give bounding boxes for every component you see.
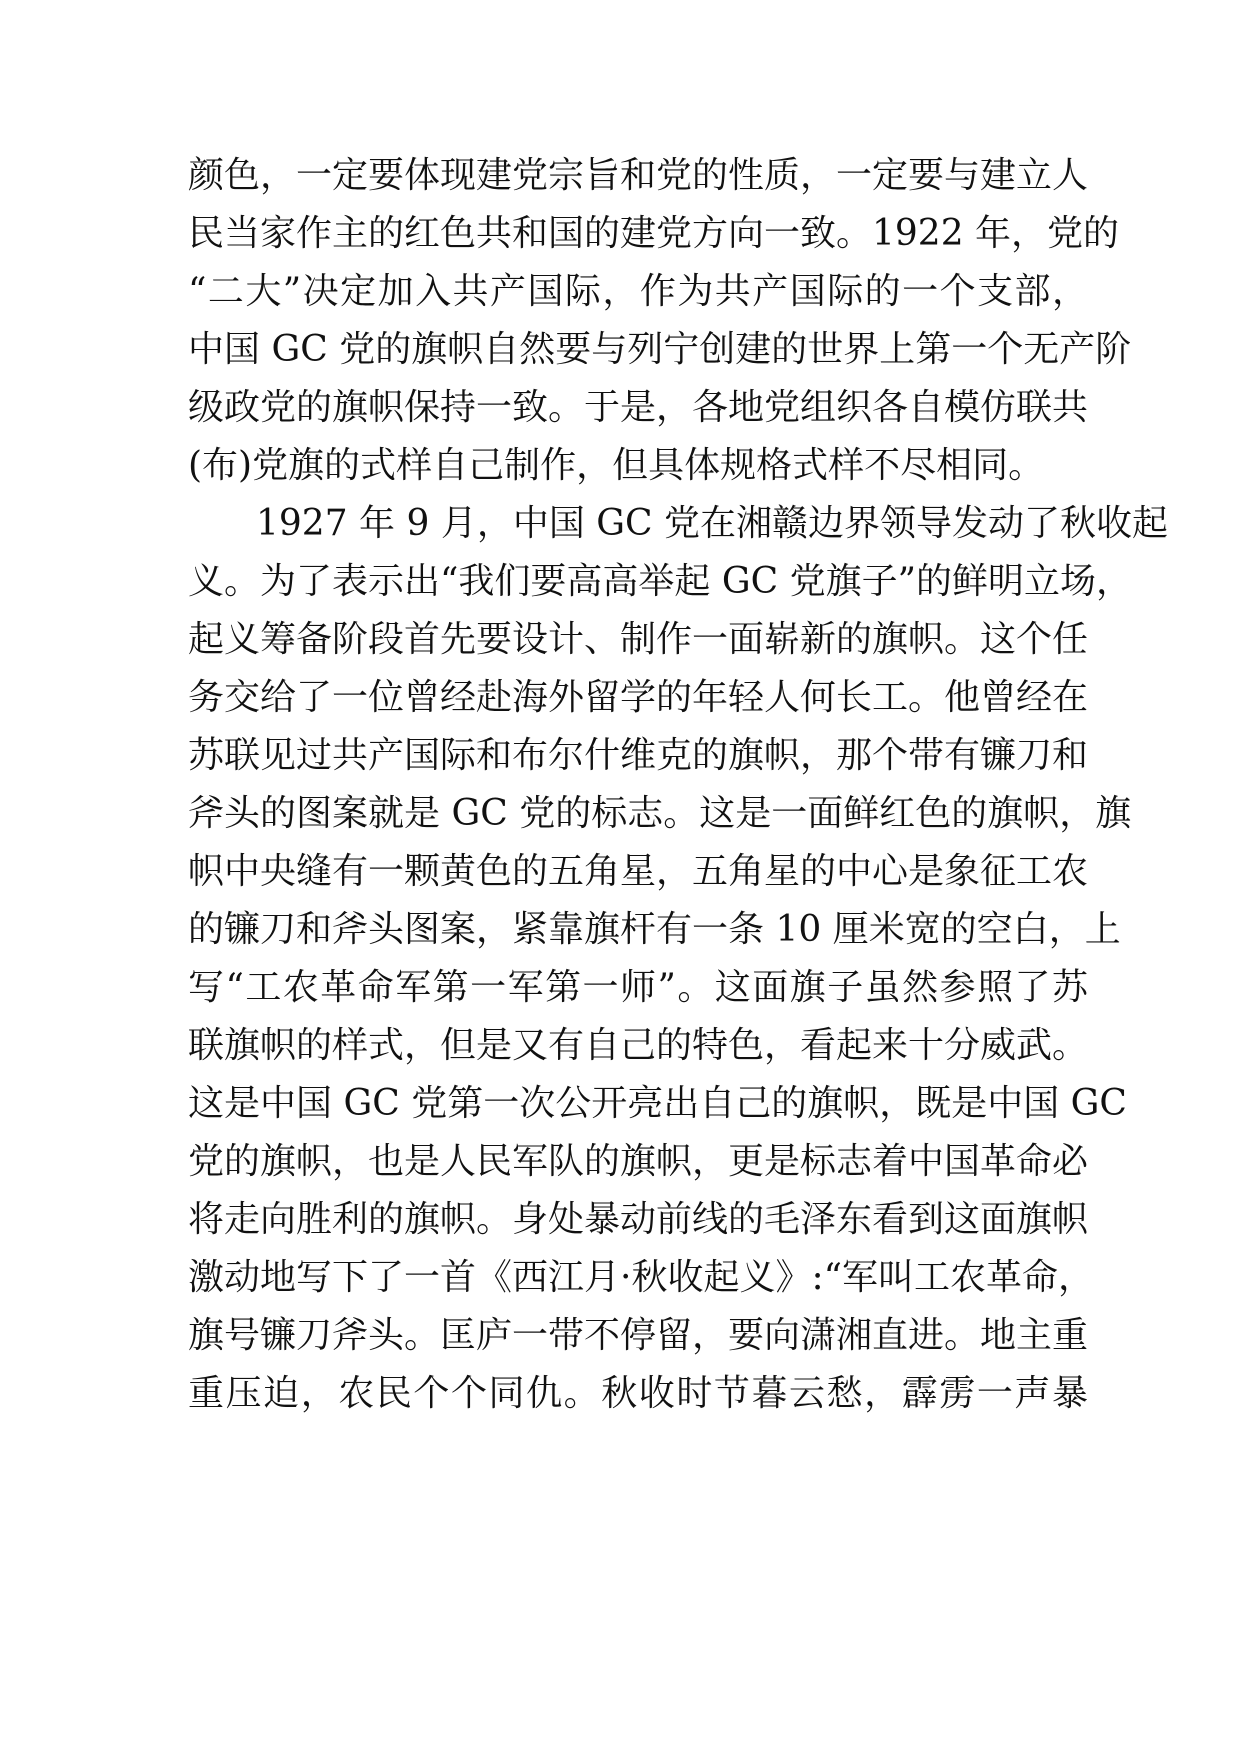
text-line-14: 的镰刀和斧头图案，紧靠旗杆有一条 10 厘米宽的空白，上	[188, 909, 1121, 950]
text-line-17: 这是中国 GC 党第一次公开亮出自己的旗帜，既是中国 GC	[188, 1083, 1127, 1124]
text-line-18: 党的旗帜，也是人民军队的旗帜，更是标志着中国革命必	[188, 1141, 1089, 1182]
text-line-3: “二大”决定加入共产国际，作为共产国际的一个支部，	[188, 271, 1088, 312]
text-line-16: 联旗帜的样式，但是又有自己的特色，看起来十分威武。	[188, 1025, 1089, 1066]
text-line-1: 颜色，一定要体现建党宗旨和党的性质，一定要与建立人	[188, 155, 1089, 196]
text-line-5: 级政党的旗帜保持一致。于是，各地党组织各自模仿联共	[188, 387, 1089, 428]
text-line-2: 民当家作主的红色共和国的建党方向一致。1922 年，党的	[188, 213, 1120, 254]
text-line-11: 苏联见过共产国际和布尔什维克的旗帜，那个带有镰刀和	[188, 735, 1089, 776]
text-line-10: 务交给了一位曾经赴海外留学的年轻人何长工。他曾经在	[188, 677, 1089, 718]
text-line-9: 起义筹备阶段首先要设计、制作一面崭新的旗帜。这个任	[188, 619, 1089, 660]
text-line-20: 激动地写下了一首《西江月·秋收起义》:“军叫工农革命，	[188, 1257, 1094, 1298]
text-line-22: 重压迫，农民个个同仇。秋收时节暮云愁，霹雳一声暴	[188, 1373, 1088, 1414]
text-line-8: 义。为了表示出“我们要高高举起 GC 党旗子”的鲜明立场，	[188, 561, 1132, 602]
text-line-19: 将走向胜利的旗帜。身处暴动前线的毛泽东看到这面旗帜	[188, 1199, 1089, 1240]
text-line-13: 帜中央缝有一颗黄色的五角星，五角星的中心是象征工农	[188, 851, 1089, 892]
text-line-21: 旗号镰刀斧头。匡庐一带不停留，要向潇湘直进。地主重	[188, 1315, 1089, 1356]
text-line-7: 1927 年 9 月，中国 GC 党在湘赣边界领导发动了秋收起	[256, 503, 1169, 544]
text-line-12: 斧头的图案就是 GC 党的标志。这是一面鲜红色的旗帜，旗	[188, 793, 1132, 834]
text-line-4: 中国 GC 党的旗帜自然要与列宁创建的世界上第一个无产阶	[188, 329, 1132, 370]
text-line-15: 写“工农革命军第一军第一师”。这面旗子虽然参照了苏	[188, 967, 1088, 1008]
text-line-6: (布)党旗的式样自己制作，但具体规格式样不尽相同。	[188, 445, 1045, 486]
